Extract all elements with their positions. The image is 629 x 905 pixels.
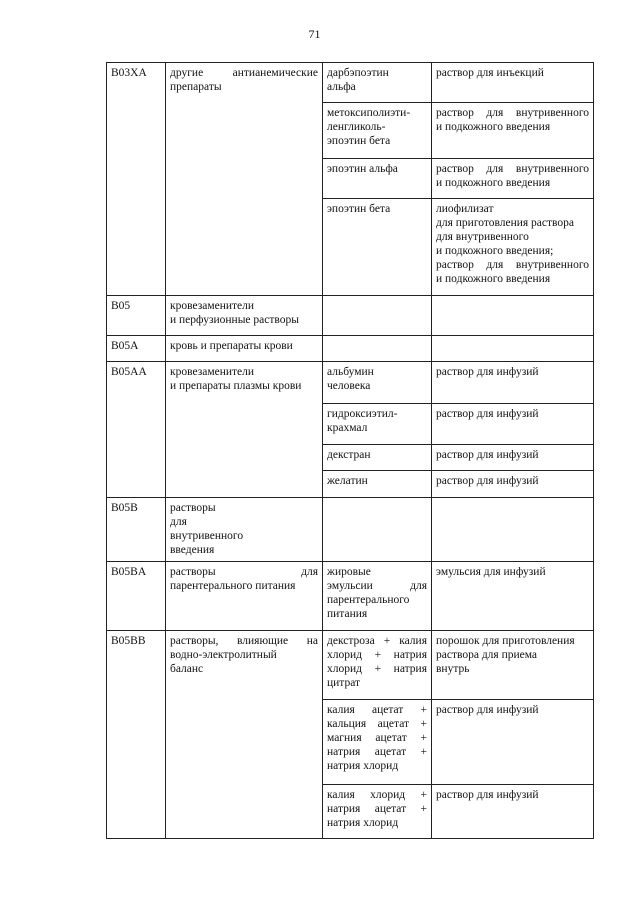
- dosage-form: [432, 199, 594, 296]
- dosage-form-line: эмульсия для инфузий: [436, 566, 546, 578]
- pharmacological-group: [166, 296, 323, 336]
- drug-name-line: альбумин: [327, 366, 374, 378]
- drug-name-line: гидроксиэтил-: [327, 408, 398, 420]
- group-line: растворы: [170, 502, 216, 514]
- dosage-form-line: для внутривенного: [436, 231, 529, 243]
- drug-name: [323, 562, 432, 631]
- dosage-form: [432, 362, 594, 404]
- table-row: [107, 336, 594, 362]
- group-line: баланс: [170, 663, 204, 675]
- drug-name: [323, 785, 432, 839]
- drug-name: [323, 404, 432, 445]
- group-line: кровь и препараты крови: [170, 340, 293, 352]
- drug-name-line: крахмал: [327, 422, 368, 434]
- group-line: кровезаменители: [170, 300, 255, 312]
- dosage-form-line: раствор для инфузий: [436, 789, 539, 801]
- pharmacological-group: [166, 498, 323, 562]
- dosage-form: [432, 498, 594, 562]
- drug-name: [323, 471, 432, 498]
- group-line: для внутривенного: [170, 516, 244, 542]
- atc-code: B05: [107, 296, 166, 336]
- group-line: растворы, влияющие на: [170, 635, 318, 647]
- atc-code: B05AA: [107, 362, 166, 498]
- group-line: и препараты плазмы крови: [170, 380, 302, 392]
- atc-code: B05BA: [107, 562, 166, 631]
- pharmacological-group: [166, 63, 323, 296]
- atc-code: B03XA: [107, 63, 166, 296]
- drug-name-line: эпоэтин бета: [327, 203, 391, 215]
- drug-name-line: декстран: [327, 449, 371, 461]
- drug-name: [323, 103, 432, 159]
- drug-name: [323, 159, 432, 199]
- drug-name-line: ленгликоль-: [327, 121, 386, 133]
- drug-name-line: парентерального: [327, 594, 410, 606]
- group-line: препараты: [170, 81, 222, 93]
- dosage-form-line: лиофилизат: [436, 203, 494, 215]
- table-row: [107, 562, 594, 631]
- group-line: водно-электролитный: [170, 649, 277, 661]
- atc-code: B05BB: [107, 631, 166, 839]
- table-row: [107, 498, 594, 562]
- dosage-form-line: раствор для внутривенного: [436, 107, 589, 119]
- group-line: другие антианемические: [170, 67, 318, 79]
- drug-classification-table: [106, 62, 594, 839]
- drug-name: [323, 362, 432, 404]
- dosage-form-line: раствор для внутривенного: [436, 163, 589, 175]
- group-line: введения: [170, 544, 215, 556]
- drug-name-line: калия хлорид +: [327, 789, 427, 801]
- group-line: кровезаменители: [170, 366, 255, 378]
- drug-name-line: эпоэтин бета: [327, 135, 391, 147]
- dosage-form: [432, 445, 594, 471]
- table-row: [107, 362, 594, 404]
- drug-name-line: декстроза + калия: [327, 635, 427, 647]
- atc-code: B05B: [107, 498, 166, 562]
- drug-name-line: эпоэтин альфа: [327, 163, 398, 175]
- drug-name-line: желатин: [327, 475, 368, 487]
- drug-name-line: натрия хлорид: [327, 760, 399, 772]
- drug-name: [323, 63, 432, 103]
- group-line: растворы для: [170, 566, 318, 578]
- dosage-form: [432, 631, 594, 700]
- dosage-form-line: раствор для инфузий: [436, 366, 539, 378]
- drug-name: [323, 631, 432, 700]
- pharmacological-group: [166, 631, 323, 839]
- drug-name-line: альфа: [327, 81, 356, 93]
- group-line: парентерального питания: [170, 580, 296, 592]
- pharmacological-group: [166, 336, 323, 362]
- drug-name-line: метоксиполиэти-: [327, 107, 411, 119]
- drug-name-line: магния ацетат +: [327, 732, 427, 744]
- dosage-form: [432, 562, 594, 631]
- dosage-form-line: для приготовления раствора: [436, 217, 574, 229]
- drug-name: [323, 296, 432, 336]
- dosage-form-line: и подкожного введения: [436, 177, 551, 189]
- drug-name-line: цитрат: [327, 677, 361, 689]
- drug-name: [323, 199, 432, 296]
- dosage-form-line: раствора для приема: [436, 649, 538, 661]
- drug-name-line: натрия ацетат +: [327, 746, 427, 758]
- pharmacological-group: [166, 362, 323, 498]
- atc-code: B05A: [107, 336, 166, 362]
- dosage-form-line: внутрь: [436, 663, 470, 675]
- drug-name: [323, 498, 432, 562]
- drug-name-line: натрия ацетат +: [327, 803, 427, 815]
- dosage-form: [432, 404, 594, 445]
- page-number: 71: [308, 27, 321, 41]
- drug-name-line: питания: [327, 608, 368, 620]
- drug-name: [323, 445, 432, 471]
- drug-name-line: эмульсии для: [327, 580, 427, 592]
- dosage-form-line: порошок для приготовления: [436, 635, 575, 647]
- dosage-form-line: раствор для инфузий: [436, 449, 539, 461]
- pharmacological-group: [166, 562, 323, 631]
- table-row: [107, 296, 594, 336]
- drug-name-line: калия ацетат +: [327, 704, 427, 716]
- dosage-form-line: и подкожного введения: [436, 273, 551, 285]
- dosage-form: [432, 103, 594, 159]
- drug-name-line: жировые: [327, 566, 371, 578]
- table-row: [107, 631, 594, 700]
- drug-name-line: хлорид + натрия: [327, 649, 427, 661]
- dosage-form: [432, 471, 594, 498]
- dosage-form-line: и подкожного введения;: [436, 245, 554, 257]
- drug-name-line: человека: [327, 380, 371, 392]
- dosage-form-line: раствор для инъекций: [436, 67, 544, 79]
- drug-name: [323, 336, 432, 362]
- table-row: [107, 63, 594, 103]
- dosage-form: [432, 63, 594, 103]
- dosage-form-line: раствор для инфузий: [436, 475, 539, 487]
- group-line: и перфузионные растворы: [170, 314, 299, 326]
- drug-name-line: кальция ацетат +: [327, 718, 427, 730]
- dosage-form-line: раствор для внутривенного: [436, 259, 589, 271]
- drug-name: [323, 700, 432, 785]
- dosage-form: [432, 159, 594, 199]
- drug-name-line: хлорид + натрия: [327, 663, 427, 675]
- dosage-form: [432, 296, 594, 336]
- dosage-form: [432, 336, 594, 362]
- dosage-form-line: и подкожного введения: [436, 121, 551, 133]
- dosage-form: [432, 700, 594, 785]
- dosage-form-line: раствор для инфузий: [436, 704, 539, 716]
- dosage-form: [432, 785, 594, 839]
- drug-name-line: натрия хлорид: [327, 817, 399, 829]
- drug-name-line: дарбэпоэтин: [327, 67, 389, 79]
- dosage-form-line: раствор для инфузий: [436, 408, 539, 420]
